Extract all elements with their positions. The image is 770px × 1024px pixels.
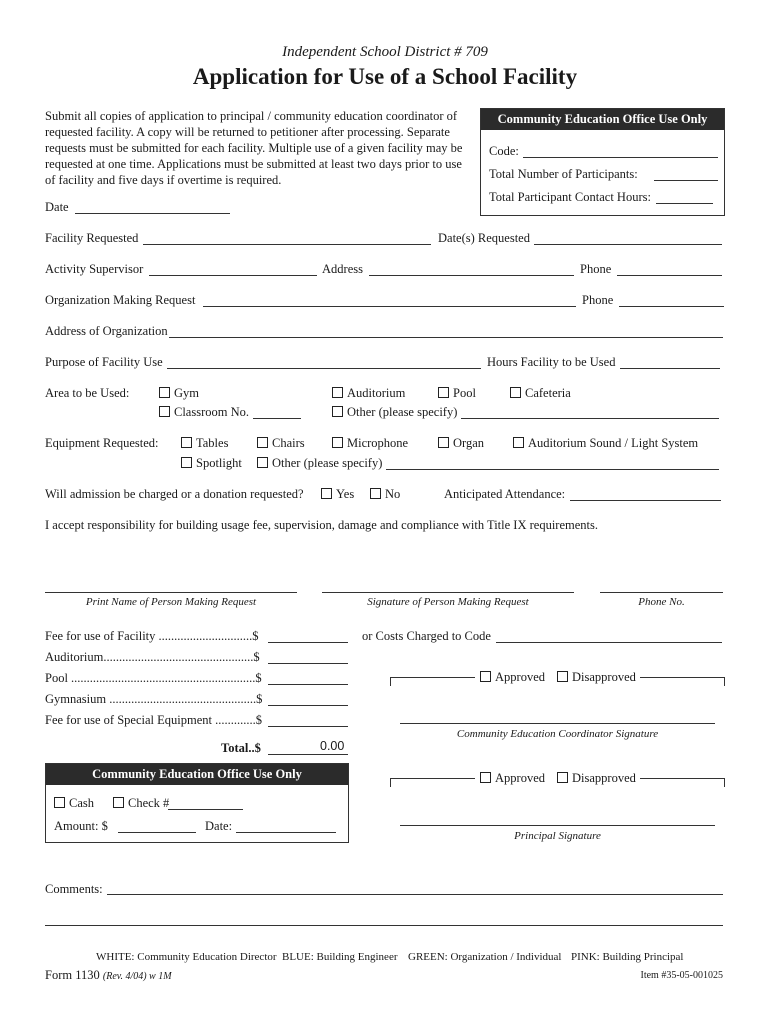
coordinator-approved-checkbox[interactable] — [480, 670, 545, 685]
checkbox-icon — [159, 406, 170, 417]
approved-label: Approved — [495, 670, 545, 684]
checkbox-icon — [113, 797, 124, 808]
fee-pool-field[interactable] — [268, 684, 348, 685]
area-other-label: Other (please specify) — [347, 405, 458, 419]
area-other-field[interactable] — [461, 418, 719, 419]
activity-supervisor-field[interactable] — [149, 275, 317, 276]
equipment-sound-light-checkbox[interactable] — [513, 436, 698, 451]
amount-field[interactable] — [118, 832, 196, 833]
coordinator-disapproved-checkbox[interactable] — [557, 670, 636, 685]
equipment-other-checkbox[interactable] — [257, 456, 382, 471]
equipment-chairs-label: Chairs — [272, 436, 305, 450]
total-value: 0.00 — [320, 739, 345, 753]
org-address-field[interactable] — [169, 337, 723, 338]
coordinator-signature-field[interactable] — [400, 723, 715, 724]
approved-label: Approved — [495, 771, 545, 785]
checkbox-icon — [181, 457, 192, 468]
fee-facility-field[interactable] — [268, 642, 348, 643]
fee-auditorium-label: Auditorium................................................$ — [45, 650, 260, 664]
approval-bracket-right — [640, 778, 725, 787]
contact-hours-label: Total Participant Contact Hours: — [489, 190, 651, 204]
dates-requested-field[interactable] — [534, 244, 722, 245]
principal-disapproved-checkbox[interactable] — [557, 771, 636, 786]
principal-approved-checkbox[interactable] — [480, 771, 545, 786]
equipment-spotlight-checkbox[interactable] — [181, 456, 242, 471]
equipment-tables-label: Tables — [196, 436, 229, 450]
copy-green: GREEN: Organization / Individual — [408, 951, 562, 963]
equipment-organ-label: Organ — [453, 436, 485, 450]
attendance-field[interactable] — [570, 500, 721, 501]
equipment-spotlight-label: Spotlight — [196, 456, 242, 470]
equipment-organ-checkbox[interactable] — [438, 436, 484, 451]
area-auditorium-label: Auditorium — [347, 386, 406, 400]
item-number: Item #35-05-001025 — [640, 970, 723, 981]
area-auditorium-checkbox[interactable] — [332, 386, 405, 401]
cash-label: Cash — [69, 796, 94, 810]
org-phone-label: Phone — [582, 293, 614, 307]
hours-label: Hours Facility to be Used — [487, 355, 616, 369]
form-revision: (Rev. 4/04) w 1M — [102, 971, 172, 982]
approval-bracket-right — [640, 677, 725, 686]
print-name-caption: Print Name of Person Making Request — [85, 596, 257, 608]
copy-blue: BLUE: Building Engineer — [282, 951, 398, 963]
area-gym-label: Gym — [174, 386, 199, 400]
admission-no-checkbox[interactable] — [370, 487, 400, 502]
equipment-chairs-checkbox[interactable] — [257, 436, 305, 451]
equipment-label: Equipment Requested: — [45, 436, 159, 450]
code-label: Code: — [489, 144, 519, 158]
organization-field[interactable] — [203, 306, 576, 307]
disapproved-label: Disapproved — [572, 771, 636, 785]
fee-facility-label: Fee for use of Facility ..............................$ — [45, 629, 259, 643]
org-phone-field[interactable] — [619, 306, 724, 307]
comments-field[interactable] — [107, 894, 723, 895]
participants-field[interactable] — [654, 180, 718, 181]
org-address-label: Address of Organization — [45, 324, 168, 338]
area-cafeteria-checkbox[interactable] — [510, 386, 571, 401]
copy-pink: PINK: Building Principal — [571, 951, 684, 963]
area-pool-checkbox[interactable] — [438, 386, 476, 401]
purpose-label: Purpose of Facility Use — [45, 355, 163, 369]
fee-pool-label: Pool ...........................................................$ — [45, 671, 262, 685]
phone-no-caption: Phone No. — [638, 596, 685, 608]
admission-yes-label: Yes — [336, 487, 355, 501]
attendance-label: Anticipated Attendance: — [444, 487, 566, 501]
admission-no-label: No — [385, 487, 401, 501]
office-date-label: Date: — [205, 819, 233, 833]
area-classroom-checkbox[interactable] — [159, 405, 249, 420]
form-number-label: Form 1130 — [45, 968, 100, 982]
area-classroom-label: Classroom No. — [174, 405, 249, 419]
facility-requested-field[interactable] — [143, 244, 431, 245]
admission-yes-checkbox[interactable] — [321, 487, 354, 502]
checkbox-icon — [332, 406, 343, 417]
acceptance-statement: I accept responsibility for building usage fee, supervision, damage and compliance with Title IX requirements. — [45, 518, 598, 532]
equipment-other-label: Other (please specify) — [272, 456, 383, 470]
approval-bracket-left — [390, 677, 475, 686]
checkbox-icon — [332, 437, 343, 448]
participants-label: Total Number of Participants: — [489, 167, 638, 181]
comments-field-line-2[interactable] — [45, 925, 723, 926]
checkbox-icon — [557, 772, 568, 783]
form-number — [45, 968, 172, 983]
cash-checkbox[interactable] — [54, 796, 94, 811]
fee-auditorium-field[interactable] — [268, 663, 348, 664]
disapproved-label: Disapproved — [572, 670, 636, 684]
total-field[interactable] — [268, 754, 348, 755]
code-field[interactable] — [523, 157, 718, 158]
address-field[interactable] — [369, 275, 574, 276]
page-title: Application for Use of a School Facility — [192, 64, 578, 89]
district-name: Independent School District # 709 — [282, 44, 488, 60]
instructions — [45, 108, 462, 188]
checkbox-icon — [513, 437, 524, 448]
equipment-other-field[interactable] — [386, 469, 719, 470]
check-label: Check # — [128, 796, 170, 810]
amount-label: Amount: $ — [54, 819, 108, 833]
checkbox-icon — [510, 387, 521, 398]
checkbox-icon — [438, 387, 449, 398]
dates-requested-label: Date(s) Requested — [438, 231, 530, 245]
activity-supervisor-label: Activity Supervisor — [45, 262, 144, 276]
checkbox-icon — [370, 488, 381, 499]
checkbox-icon — [159, 387, 170, 398]
print-name-field[interactable] — [45, 592, 297, 593]
signature-caption: Signature of Person Making Request — [367, 596, 529, 608]
total-label: Total..$ — [221, 741, 261, 755]
equipment-tables-checkbox[interactable] — [181, 436, 228, 451]
instruction-line: Submit all copies of application to principal / community education coordinator of — [45, 109, 458, 123]
checkbox-icon — [321, 488, 332, 499]
checkbox-icon — [438, 437, 449, 448]
comments-label: Comments: — [45, 882, 103, 896]
approval-bracket-left — [390, 778, 475, 787]
fee-equipment-field[interactable] — [268, 726, 348, 727]
office-date-field[interactable] — [236, 832, 336, 833]
check-number-field[interactable] — [168, 809, 243, 810]
office-use-heading: Community Education Office Use Only — [46, 764, 348, 785]
area-label: Area to be Used: — [45, 386, 130, 400]
checkbox-icon — [480, 671, 491, 682]
phone-no-field[interactable] — [600, 592, 723, 593]
costs-code-field[interactable] — [496, 642, 722, 643]
date-label: Date — [45, 200, 69, 214]
copy-white: WHITE: Community Education Director — [96, 951, 277, 963]
classroom-number-field[interactable] — [253, 418, 301, 419]
checkbox-icon — [557, 671, 568, 682]
fee-equipment-label: Fee for use of Special Equipment .............$ — [45, 713, 262, 727]
area-cafeteria-label: Cafeteria — [525, 386, 571, 400]
instruction-line: of facility and five days if overtime is required. — [45, 173, 282, 187]
instruction-line: requested at one time. Applications must be submitted at least two days prior to use — [45, 157, 462, 171]
area-gym-checkbox[interactable] — [159, 386, 199, 401]
fee-gymnasium-field[interactable] — [268, 705, 348, 706]
address-label: Address — [322, 262, 363, 276]
area-pool-label: Pool — [453, 386, 476, 400]
hours-field[interactable] — [620, 368, 720, 369]
coordinator-signature-caption: Community Education Coordinator Signature — [456, 728, 659, 740]
date-field[interactable] — [75, 213, 230, 214]
phone-label: Phone — [580, 262, 612, 276]
contact-hours-field[interactable] — [656, 203, 713, 204]
admission-question: Will admission be charged or a donation requested? — [45, 487, 304, 501]
checkbox-icon — [480, 772, 491, 783]
office-use-heading: Community Education Office Use Only — [481, 109, 724, 130]
fee-gymnasium-label: Gymnasium ...............................................$ — [45, 692, 263, 706]
checkbox-icon — [181, 437, 192, 448]
instruction-line: requested facility. A copy will be returned to petitioner after processing. Separate — [45, 125, 450, 139]
equipment-sound-light-label: Auditorium Sound / Light System — [528, 436, 699, 450]
phone-field[interactable] — [617, 275, 722, 276]
checkbox-icon — [54, 797, 65, 808]
organization-label: Organization Making Request — [45, 293, 196, 307]
equipment-microphone-label: Microphone — [347, 436, 409, 450]
facility-requested-label: Facility Requested — [45, 231, 139, 245]
signature-field[interactable] — [322, 592, 574, 593]
costs-code-label: or Costs Charged to Code — [362, 629, 491, 643]
principal-signature-field[interactable] — [400, 825, 715, 826]
checkbox-icon — [257, 457, 268, 468]
purpose-field[interactable] — [167, 368, 481, 369]
area-other-checkbox[interactable] — [332, 405, 457, 420]
check-checkbox[interactable] — [113, 796, 169, 811]
principal-signature-caption: Principal Signature — [514, 830, 601, 842]
checkbox-icon — [257, 437, 268, 448]
equipment-microphone-checkbox[interactable] — [332, 436, 408, 451]
instruction-line: requests must be submitted for each facility. Multiple use of a given facility may be — [45, 141, 463, 155]
checkbox-icon — [332, 387, 343, 398]
